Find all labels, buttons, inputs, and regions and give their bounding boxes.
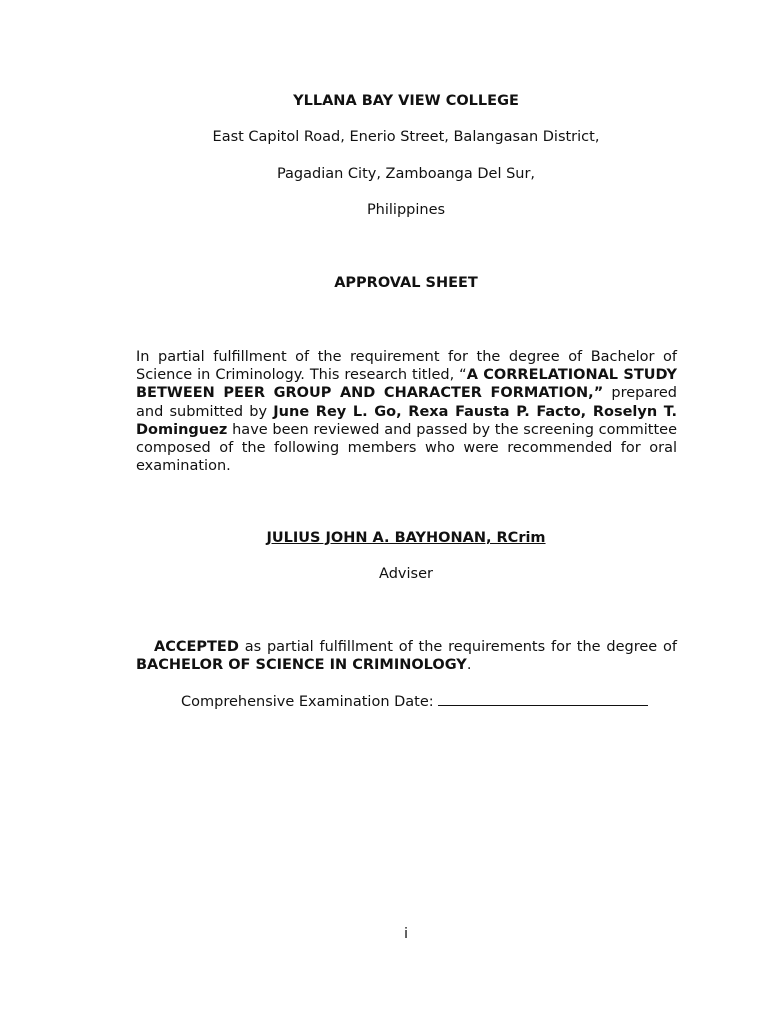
intro-text-3: have been reviewed and passed by the screening committee composed of the following members who were recommended for oral examination. — [136, 421, 677, 475]
authors: June Rey L. Go, Rexa Fausta P. Facto, Roselyn T. Dominguez — [136, 403, 677, 438]
address-line-1: East Capitol Road, Enerio Street, Balangasan District, — [212, 129, 600, 145]
research-title: A CORRELATIONAL STUDY BETWEEN PEER GROUP AND CHARACTER FORMATION,” — [136, 367, 678, 402]
page-number: i — [403, 926, 409, 942]
intro-text-2: prepared and submitted by — [136, 385, 678, 420]
degree-name: BACHELOR OF SCIENCE IN CRIMINOLOGY — [136, 657, 467, 674]
exam-date-label: Comprehensive Examination Date: — [181, 694, 434, 710]
intro-paragraph — [136, 348, 677, 475]
adviser-name: JULIUS JOHN A. BAYHONAN, RCrim — [266, 530, 546, 546]
address-line-3: Philippines — [366, 202, 446, 218]
adviser-role: Adviser — [379, 566, 433, 582]
acceptance-text-2: . — [466, 657, 472, 674]
address-line-2: Pagadian City, Zamboanga Del Sur, — [276, 166, 536, 182]
exam-date-line — [181, 691, 681, 711]
exam-date-blank — [438, 691, 648, 706]
college-name: YLLANA BAY VIEW COLLEGE — [293, 93, 519, 109]
acceptance-paragraph — [136, 638, 677, 674]
acceptance-text-1: as partial fulfillment of the requirements for the degree of — [238, 639, 677, 655]
page-title: APPROVAL SHEET — [334, 275, 478, 291]
intro-text-1: In partial fulfillment of the requirement for the degree of Bachelor of Science in Criminology. This research titled, “ — [136, 349, 677, 384]
accepted-word: ACCEPTED — [154, 639, 239, 655]
